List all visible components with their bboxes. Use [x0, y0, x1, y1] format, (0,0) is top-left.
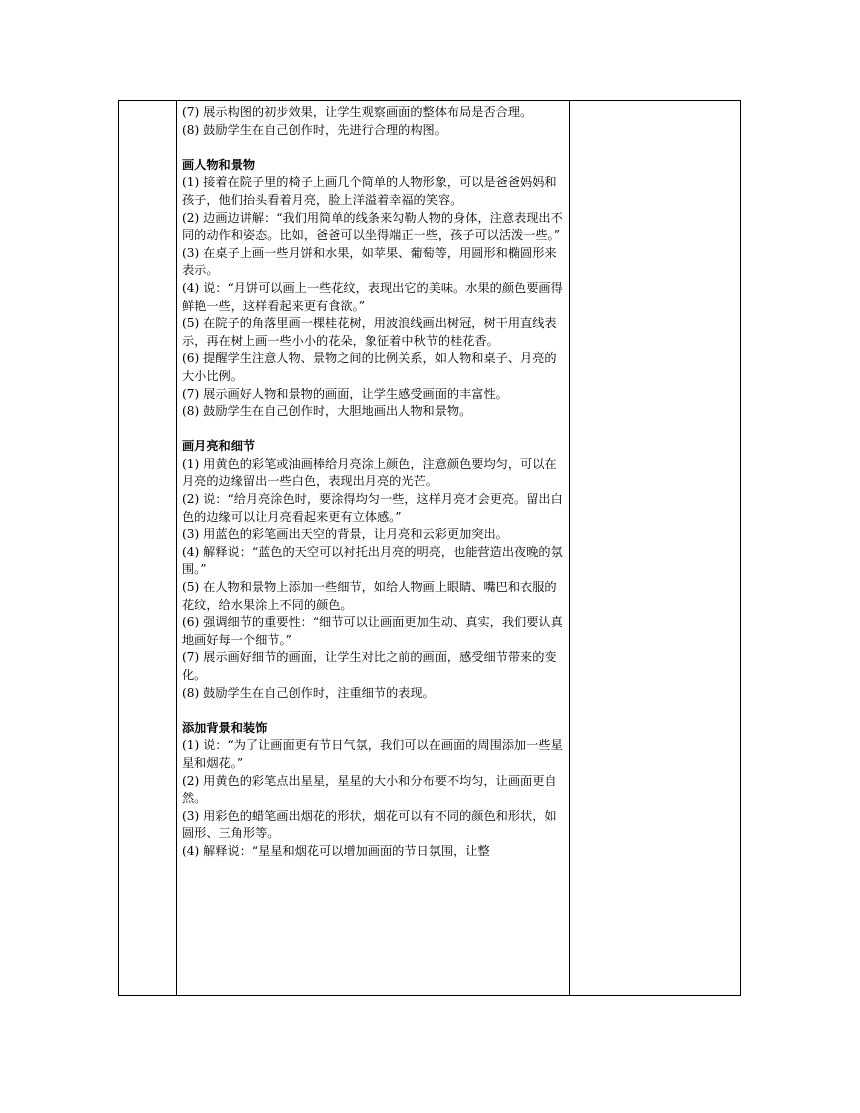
lesson-content [182, 104, 564, 878]
list-item: (6) 提醒学生注意人物、景物之间的比例关系，如人物和桌子、月亮的大小比例。 [182, 351, 557, 383]
list-item: (2) 边画边讲解：“我们用简单的线条来勾勒人物的身体，注意表现出不同的动作和姿态。比如，爸爸可以坐得端正一些，孩子可以活泼一些。” [182, 210, 563, 243]
section-background-decoration [182, 720, 564, 861]
list-item: (1) 接着在院子里的椅子上画几个简单的人物形象，可以是爸爸妈妈和孩子，他们抬头看着月亮，脸上洋溢着幸福的笑容。 [182, 175, 557, 207]
list-item: (1) 用黄色的彩笔或油画棒给月亮涂上颜色，注意颜色要均匀，可以在月亮的边缘留出一些白色，表现出月亮的光芒。 [182, 456, 557, 489]
list-item: (4) 说：“月饼可以画上一些花纹，表现出它的美味。水果的颜色要画得鲜艳一些，这样看起来更有食欲。” [182, 280, 563, 313]
list-item: (7) 展示构图的初步效果，让学生观察画面的整体布局是否合理。 [182, 105, 533, 119]
list-item: (6) 强调细节的重要性：“细节可以让画面更加生动、真实，我们要认真地画好每一个细节。” [182, 615, 563, 647]
lesson-table [118, 100, 741, 996]
column-divider-left [176, 101, 177, 995]
section-moon-details [182, 438, 564, 702]
list-item: (3) 用蓝色的彩笔画出天空的背景，让月亮和云彩更加突出。 [182, 527, 508, 542]
list-item: (8) 鼓励学生在自己创作时，注重细节的表现。 [182, 685, 435, 700]
list-item: (8) 鼓励学生在自己创作时，大胆地画出人物和景物。 [182, 404, 472, 419]
section-composition [182, 104, 564, 139]
list-item: (3) 用彩色的蜡笔画出烟花的形状，烟花可以有不同的颜色和形状，如圆形、三角形等。 [182, 808, 557, 841]
section-title: 添加背景和装饰 [182, 720, 268, 735]
list-item: (1) 说：“为了让画面更有节日气氛，我们可以在画面的周围添加一些星星和烟花。” [182, 738, 563, 770]
section-title: 画人物和景物 [182, 157, 256, 172]
list-item: (4) 解释说：“星星和烟花可以增加画面的节日氛围，让整 [182, 843, 490, 858]
list-item: (2) 说：“给月亮涂色时，要涂得均匀一些，这样月亮才会更亮。留出白色的边缘可以让月亮看起来更有立体感。” [182, 492, 563, 524]
column-divider-right [569, 101, 570, 995]
section-title: 画月亮和细节 [182, 439, 256, 454]
list-item: (7) 展示画好人物和景物的画面，让学生感受画面的丰富性。 [182, 386, 508, 401]
list-item: (7) 展示画好细节的画面，让学生对比之前的画面，感受细节带来的变化。 [182, 650, 557, 682]
list-item: (3) 在桌子上画一些月饼和水果，如苹果、葡萄等，用圆形和椭圆形来表示。 [182, 245, 557, 278]
list-item: (2) 用黄色的彩笔点出星星，星星的大小和分布要不均匀，让画面更自然。 [182, 773, 557, 806]
list-item: (5) 在院子的角落里画一棵桂花树，用波浪线画出树冠，树干用直线表示，再在树上画一些小小的花朵，象征着中秋节的桂花香。 [182, 316, 557, 348]
list-item: (4) 解释说：“蓝色的天空可以衬托出月亮的明亮，也能营造出夜晚的氛围。” [182, 544, 563, 577]
list-item: (5) 在人物和景物上添加一些细节，如给人物画上眼睛、嘴巴和衣服的花纹，给水果涂上不同的颜色。 [182, 580, 557, 612]
section-figures-scenery [182, 157, 564, 421]
list-item: (8) 鼓励学生在自己创作时，先进行合理的构图。 [182, 122, 447, 137]
